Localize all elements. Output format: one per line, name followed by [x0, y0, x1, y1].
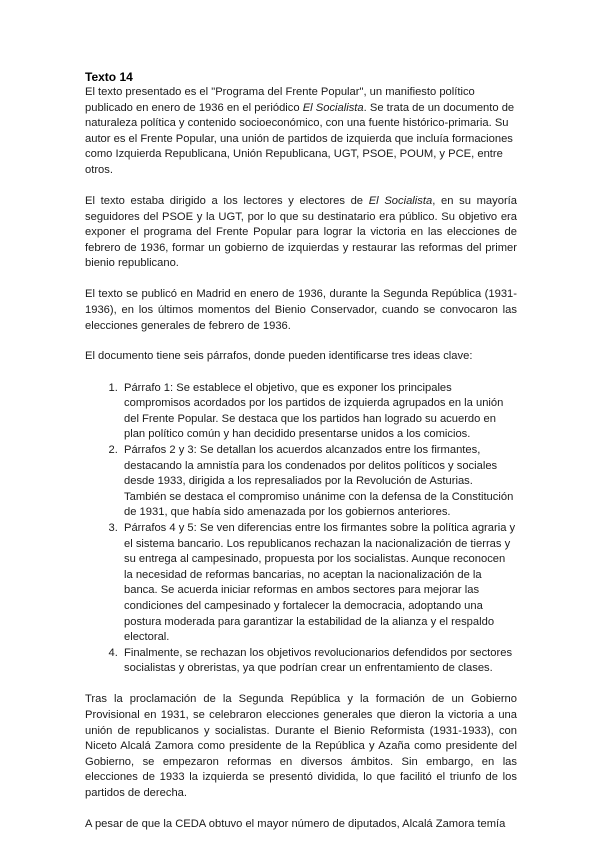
key-ideas-list: [85, 381, 517, 677]
intro-text-b: . Se trata de un documento de naturaleza política y contenido socioeconómico, con una fuente histórico-primaria. Su autor es el Frente Popular, una unión de partidos de izquierda que incluía formaciones como Izquierda Republicana, Unión Republicana, UGT, PSOE, POUM, y PCE, entre otros.: [85, 101, 515, 176]
intro-paragraph: [85, 85, 517, 179]
history-paragraph: Tras la proclamación de la Segunda República y la formación de un Gobierno Provisional en 1931, se celebraron elecciones generales que dieron la victoria a una unión de republicanos y socialistas. Durante el Bienio Reformista (1931-1933), con Niceto Alcalá Zamora como presidente de la República y Azaña como presidente del Gobierno, se empezaron reformas en diversos ámbitos. Sin embargo, en las elecciones de 1933 la izquierda se presentó dividida, lo que facilitó el triunfo de los partidos de derecha.: [85, 693, 517, 799]
structure-paragraph: El documento tiene seis párrafos, donde pueden identificarse tres ideas clave:: [85, 350, 473, 363]
context-paragraph: El texto se publicó en Madrid en enero de 1936, durante la Segunda República (1931-1936), en los últimos momentos del Bienio Conservador, cuando se convocaron las elecciones generales de febrero de 1936.: [85, 288, 517, 332]
intro-text-a: El texto presentado es el "Programa del Frente Popular", un manifiesto político publicado en enero de 1936 en el periódico: [85, 86, 475, 114]
list-item: 1. Párrafo 1: Se establece el objetivo, que es exponer los principales compromisos acordados por los partidos de izquierda agrupados en la unión del Frente Popular. Se destaca que los partidos han logrado su acuerdo en plan político común y han decidido presentarse unidos a los comicios.: [121, 381, 517, 443]
document-title: Texto 14: [85, 70, 133, 84]
ceda-paragraph: A pesar de que la CEDA obtuvo el mayor número de diputados, Alcalá Zamora temía: [85, 817, 506, 830]
newspaper-name: El Socialista: [302, 101, 364, 114]
document-body: [85, 70, 517, 832]
list-item: 3. Párrafos 4 y 5: Se ven diferencias entre los firmantes sobre la política agraria y el sistema bancario. Los republicanos rechazan la nacionalización de tierras y su entrega al campesinado, propuesta por los socialistas. Aunque reconocen la necesidad de reformas bancarias, no aceptan la nacionalización de la banca. Se acuerda iniciar reformas en ambos sectores para mejorar las condiciones del campesinado y fortalecer la democracia, adoptando una postura moderada para garantizar la estabilidad de la alianza y el respaldo electoral.: [121, 521, 517, 646]
audience-text-b: , en su mayoría seguidores del PSOE y la UGT, por lo que su destinatario era público. Su objetivo era exponer el programa del Frente Popular para lograr la victoria en las elecciones de febrero de 1936, formar un gobierno de izquierdas y restaurar las reformas del primer bienio republicano.: [85, 194, 517, 270]
list-item: 4. Finalmente, se rechazan los objetivos revolucionarios defendidos por sectores socialistas y obreristas, ya que podrían crear un enfrentamiento de clases.: [121, 646, 517, 677]
audience-text-a: El texto estaba dirigido a los lectores y electores de: [85, 194, 369, 207]
list-item: 2. Párrafos 2 y 3: Se detallan los acuerdos alcanzados entre los firmantes, destacando la amnistía para los condenados por delitos políticos y sociales desde 1933, dirigida a los represaliados por la Revolución de Asturias. También se destaca el compromiso unánime con la defensa de la Constitución de 1931, que había sido amenazada por los gobiernos anteriores.: [121, 443, 517, 521]
audience-paragraph: [85, 194, 517, 272]
newspaper-name: El Socialista: [368, 194, 433, 207]
